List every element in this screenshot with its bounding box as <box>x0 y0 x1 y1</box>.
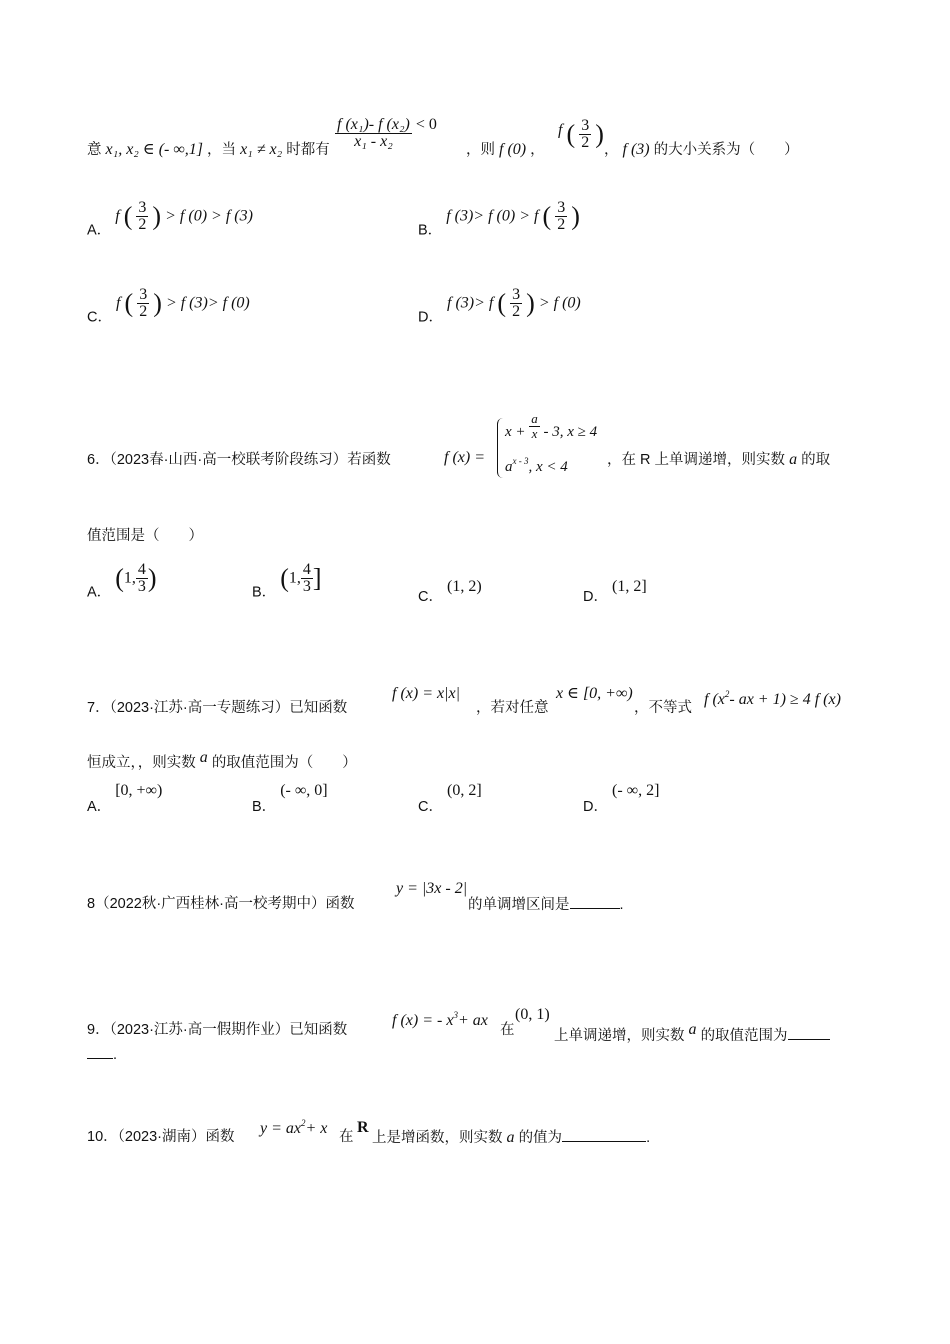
q7-stem-line2: 恒成立，，则实数 a 的取值范围为（ ） <box>87 749 357 771</box>
q5-stem-end: ， f (3) 的大小关系为（ ） <box>604 141 799 158</box>
q9-answer-blank-1[interactable] <box>788 1025 830 1040</box>
q7-option-b[interactable]: B． (- ∞, 0] <box>252 782 328 815</box>
q6-option-c[interactable]: C． (1, 2) <box>418 578 482 605</box>
q9-mid: 在 <box>500 1022 515 1038</box>
q7-option-d[interactable]: D． (- ∞, 2] <box>583 782 660 815</box>
q10-function: $y = ax^2+ x$ <box>260 1118 328 1137</box>
q7-option-a[interactable]: A． [0, +∞) <box>87 782 163 815</box>
q5-option-a[interactable]: A． f ( $\frac{3}{2}$ ) > f (0) > f (3) <box>87 199 253 239</box>
q7-option-c[interactable]: C． (0, 2] <box>418 782 482 815</box>
q8-function: y = |3x - 2| <box>396 880 468 897</box>
q7-mid: ，若对任意 <box>476 700 549 716</box>
q7-mid2: ，不等式 <box>634 700 692 716</box>
q5-fraction: $\frac{\text{f (x₁)- f (x₂)}}{\text{x₁ - x₂}}$ < 0 <box>337 115 437 150</box>
q5-option-b[interactable]: B． f (3)> f (0) > f ( $\frac{3}{2}$ ) <box>418 199 580 239</box>
q6-option-a[interactable]: A． (1, $\frac{4}{3}$ ) <box>87 561 157 601</box>
q6-stem-line2: 值范围是（ ） <box>87 528 203 544</box>
q9-line2: . <box>87 1044 117 1065</box>
q7-domain: x ∈ [0, +∞) <box>556 685 633 702</box>
q5-stem: 意 x₁, x₂ ∈ (- ∞,1] ，当 x₁ ≠ x₂ 时都有 <box>87 141 330 158</box>
q9-answer-blank-2[interactable] <box>87 1044 113 1059</box>
q7-stem: 7．（2023·江苏·高一专题练习）已知函数 <box>87 700 348 716</box>
q6-option-d[interactable]: D． (1, 2] <box>583 578 647 605</box>
q10-mid: 在 <box>339 1129 354 1145</box>
q9-stem-tail: 上单调递增，则实数 a 的取值范围为 <box>554 1020 830 1046</box>
q6-piece-1: x + $\frac{a}{x}$ - 3, x ≥ 4 <box>505 411 598 441</box>
q6-stem: 6．（2023春·山西·高一校联考阶段练习）若函数 <box>87 452 391 468</box>
q9-stem: 9．（2023·江苏·高一假期作业）已知函数 <box>87 1022 348 1038</box>
q5-option-d[interactable]: D． f (3)> f ( $\frac{3}{2}$ ) > f (0) <box>418 286 581 326</box>
q5-option-c[interactable]: C． f ( $\frac{3}{2}$ ) > f (3)> f (0) <box>87 286 250 326</box>
q5-f-three-halves: f ( $\frac{3}{2}$ ) <box>558 117 604 151</box>
q10-answer-blank[interactable] <box>562 1127 646 1142</box>
q8-stem: 8（2022秋·广西桂林·高一校考期中）函数 <box>87 896 355 912</box>
q6-fx: f (x) = <box>444 449 485 466</box>
q10-real-set: R <box>357 1119 369 1136</box>
q6-piece-2: $a^{x - 3}$, x < 4 <box>505 456 568 475</box>
q9-interval: (0, 1) <box>515 1006 550 1023</box>
q8-stem-tail: 的单调增区间是 . <box>468 894 624 915</box>
q7-fx: f (x) = x|x| <box>392 685 460 702</box>
q6-stem-tail: ，在 R 上单调递增，则实数 a 的取 <box>607 451 831 468</box>
q8-answer-blank[interactable] <box>570 894 620 909</box>
q6-option-b[interactable]: B． (1, $\frac{4}{3}$ ] <box>252 561 322 601</box>
q5-stem-tail: ，则 f (0) ， <box>466 141 545 158</box>
q10-stem: 10．（2023·湖南）函数 <box>87 1129 235 1145</box>
q5-domain: x₁, x₂ ∈ (- ∞,1] <box>105 141 203 158</box>
q10-stem-tail: 上是增函数，则实数 a 的值为 . <box>372 1129 651 1146</box>
q5-condition: x₁ ≠ x₂ <box>240 141 283 158</box>
q6-piecewise-brace <box>497 418 504 478</box>
q7-inequality: f ($x^2-$ ax + 1) ≥ 4 f (x) <box>704 689 841 708</box>
q9-function: f (x) = - $x^3+$ ax <box>392 1010 488 1029</box>
